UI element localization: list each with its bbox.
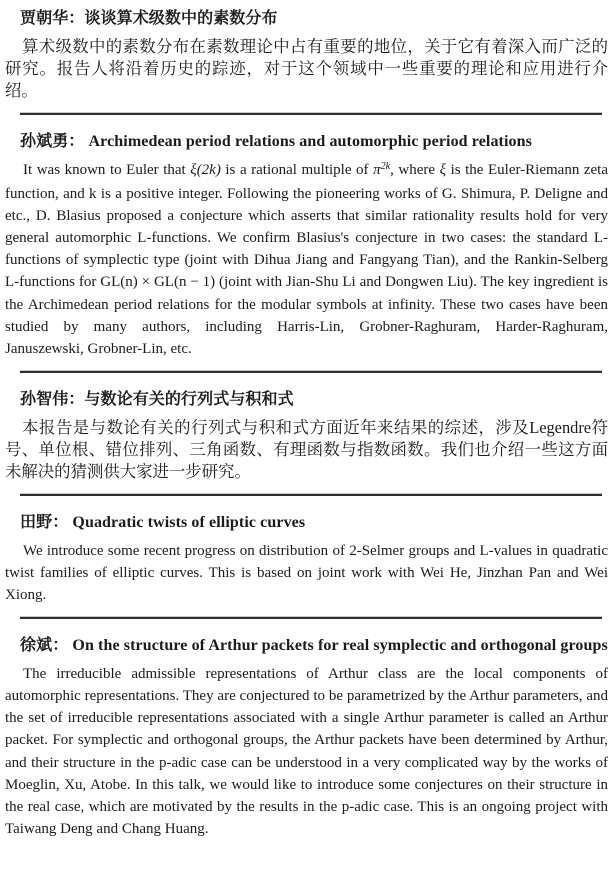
talk-heading: 贾朝华：谈谈算术级数中的素数分布 bbox=[20, 10, 278, 27]
talk-section-sun-binyong bbox=[5, 130, 608, 360]
math-xi-symbol: ξ bbox=[439, 162, 447, 178]
abstract-text: is a rational multiple of bbox=[220, 162, 374, 178]
abstract-text: is the Euler-Riemann zeta function, and k is a positive integer. Following the pioneering works of G. Shimura, P. Deligne and etc., D. Blasius proposed a conjecture which asserts that similar rationality results hold for very general automorphic L-functions. We confirm Blasius's conjecture in two cases: the standard L-functions of symplectic type (joint with Dihua Jiang and Fangyang Tian), and the Rankin-Selberg L-functions for GL(n) × GL(n − 1) (joint with Jian-Shu Li and Dongwen Liu). The key ingredient is the Archimedean period relations for the modular symbols at infinity. These two cases have been studied by many authors, including Harris-Lin, Grobner-Raghuram, Harder-Raghuram, Januszewski, Grobner-Lin, etc. bbox=[5, 162, 609, 357]
abstract-text: It was known to Euler that bbox=[23, 162, 191, 178]
talk-abstract: We introduce some recent progress on distribution of 2-Selmer groups and L-values in quadratic twist families of elliptic curves. This is based on joint work with Wei He, Jinzhan Pan and Wei Xiong. bbox=[5, 542, 608, 604]
talk-heading: 田野： Quadratic twists of elliptic curves bbox=[20, 513, 306, 531]
talk-section-jia-zhaohua bbox=[5, 7, 608, 102]
talk-abstract: 本报告是与数论有关的行列式与积和式方面近年来结果的综述，涉及Legendre符号、单位根、错位排列、三角函数、有理函数与指数函数。我们也介绍一些这方面未解决的猜测供大家进一步研究。 bbox=[5, 417, 608, 481]
section-divider bbox=[20, 112, 602, 115]
math-pi-symbol: π bbox=[373, 162, 381, 178]
abstract-text: , where bbox=[390, 162, 440, 178]
talk-abstract: The irreducible admissible representations of Arthur class are the local components of automorphic representations. They are conjectured to be parametrized by the Arthur parameters, and the set of irreducible representations associated with a single Arthur parameter is called an Arthur packet. For symplectic and orthogonal groups, the Arthur packets have been determined by Arthur, and their structure in the p-adic case can be understood in a very complicated way by the works of Moeglin, Xu, Atobe. In this talk, we would like to introduce some conjectures on their structure in the real case, which are motivated by the results in the p-adic case. This is an ongoing project with Taiwang Deng and Chang Huang. bbox=[5, 666, 608, 837]
talk-heading: 孙智伟：与数论有关的行列式与积和式 bbox=[20, 390, 294, 408]
talk-abstract: 算术级数中的素数分布在素数理论中占有重要的地位，关于它有着深入而广泛的研究。报告人将沿着历史的踪迹，对于这个领域中一些重要的理论和应用进行介绍。 bbox=[5, 37, 608, 100]
talk-abstract bbox=[5, 159, 608, 360]
section-divider bbox=[20, 493, 602, 496]
talk-section-tian-ye bbox=[5, 511, 608, 606]
section-divider bbox=[20, 616, 602, 619]
talk-section-xu-bin bbox=[5, 634, 608, 840]
section-divider bbox=[20, 370, 602, 373]
talk-heading: 徐斌： On the structure of Arthur packets for real symplectic and orthogonal groups bbox=[20, 637, 608, 655]
talk-heading: 孙斌勇： Archimedean period relations and automorphic period relations bbox=[20, 133, 532, 150]
math-exponent: 2k bbox=[380, 161, 391, 172]
talk-section-sun-zhiwei bbox=[5, 388, 608, 483]
math-zeta-2k-term: ξ(2k) bbox=[190, 162, 221, 178]
